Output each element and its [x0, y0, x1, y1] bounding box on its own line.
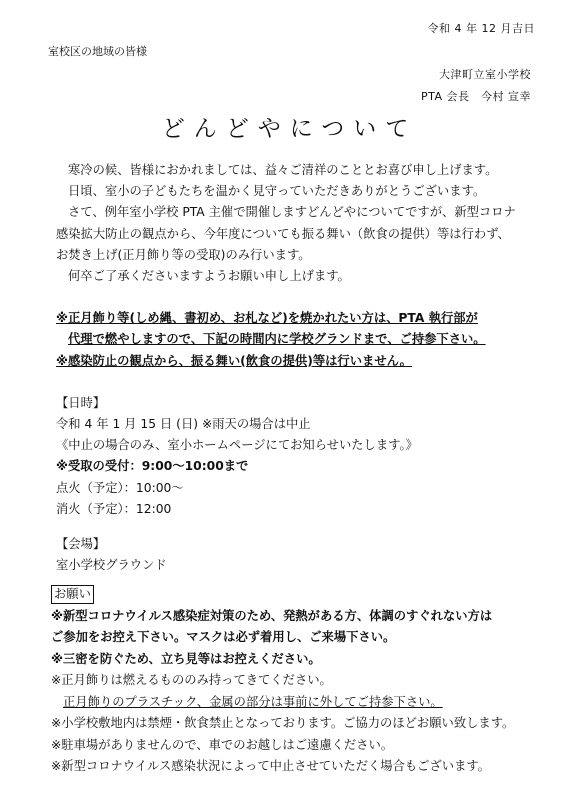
requests-heading: お願い	[51, 585, 94, 604]
intro-line: 感染拡大防止の観点から、今年度についても振る舞い（飲食の提供）等は行わず、	[56, 226, 510, 241]
request-line: ※新型コロナウイルス感染症対策のため、発熱がある方、体調のすぐれない方は	[51, 608, 493, 623]
important-notice: 代理で燃やしますので、下記の時間内に学校グランドまで、ご持参下さい。	[68, 332, 486, 347]
cancel-note: 《中止の場合のみ、室小ホームページにてお知らせいたします。》	[56, 438, 418, 453]
request-line: ※三密を防ぐため、立ち見等はお控えください。	[51, 651, 321, 666]
request-line: ※駐車場がありませんので、車でのお越しはご遠慮ください。	[51, 737, 394, 752]
extinguish-time: 消火（予定）：12:00	[56, 501, 172, 516]
document-body	[56, 160, 516, 576]
schedule-heading: 【日時】	[56, 395, 106, 410]
venue-heading: 【会場】	[56, 537, 106, 552]
requests-section	[51, 584, 514, 778]
request-line: ※正月飾りは燃えるもののみ持ってきてください。	[51, 673, 332, 687]
ignition-time: 点火（予定）：10:00～	[56, 480, 184, 495]
schedule-date: 令和 4 年 1 月 15 日 (日) ※雨天の場合は中止	[56, 417, 311, 432]
intro-line: さて、例年室小学校 PTA 主催で開催しますどんどやについてですが、新型コロナ	[68, 205, 516, 220]
intro-line: お焚き上げ(正月飾り等の受取)のみ行います。	[56, 247, 311, 262]
request-line: 正月飾りのプラスチック、金属の部分は事前に外してご持参下さい。	[63, 694, 443, 709]
request-line: ※新型コロナウイルス感染状況によって中止させていただく場合もございます。	[51, 759, 490, 773]
recipient: 室校区の地域の皆様	[48, 45, 147, 58]
intro-line: 寒冷の候、皆様におかれましては、益々ご清祥のこととお喜び申し上げます。	[68, 163, 498, 177]
important-notice: ※正月飾り等(しめ縄、書初め、お札など)を焼かれたい方は、PTA 執行部が	[56, 311, 478, 326]
document-title: どんどやについて	[161, 116, 418, 142]
venue-place: 室小学校グラウンド	[56, 558, 167, 573]
reception-time: ※受取の受付：9:00～10:00まで	[56, 459, 249, 474]
issue-date: 令和 4 年 12 月吉日	[427, 22, 535, 35]
intro-line: 日頃、室小の子どもたちを温かく見守っていただきありがとうございます。	[68, 184, 486, 199]
request-line: ※小学校敷地内は禁煙・飲食禁止となっております。ご協力のほどお願い致します。	[51, 716, 515, 730]
important-notice: ※感染防止の観点から、振る舞い(飲食の提供)等は行いません。	[56, 353, 412, 368]
intro-line: 何卒ご了承くださいますようお願い申し上げます。	[68, 269, 350, 284]
school-name: 大津町立室小学校	[439, 68, 531, 81]
sender-name: PTA 会長 今村 宣幸	[420, 90, 531, 103]
request-line: ご参加をお控え下さい。マスクは必ず着用し、ご来場下さい。	[51, 630, 396, 644]
